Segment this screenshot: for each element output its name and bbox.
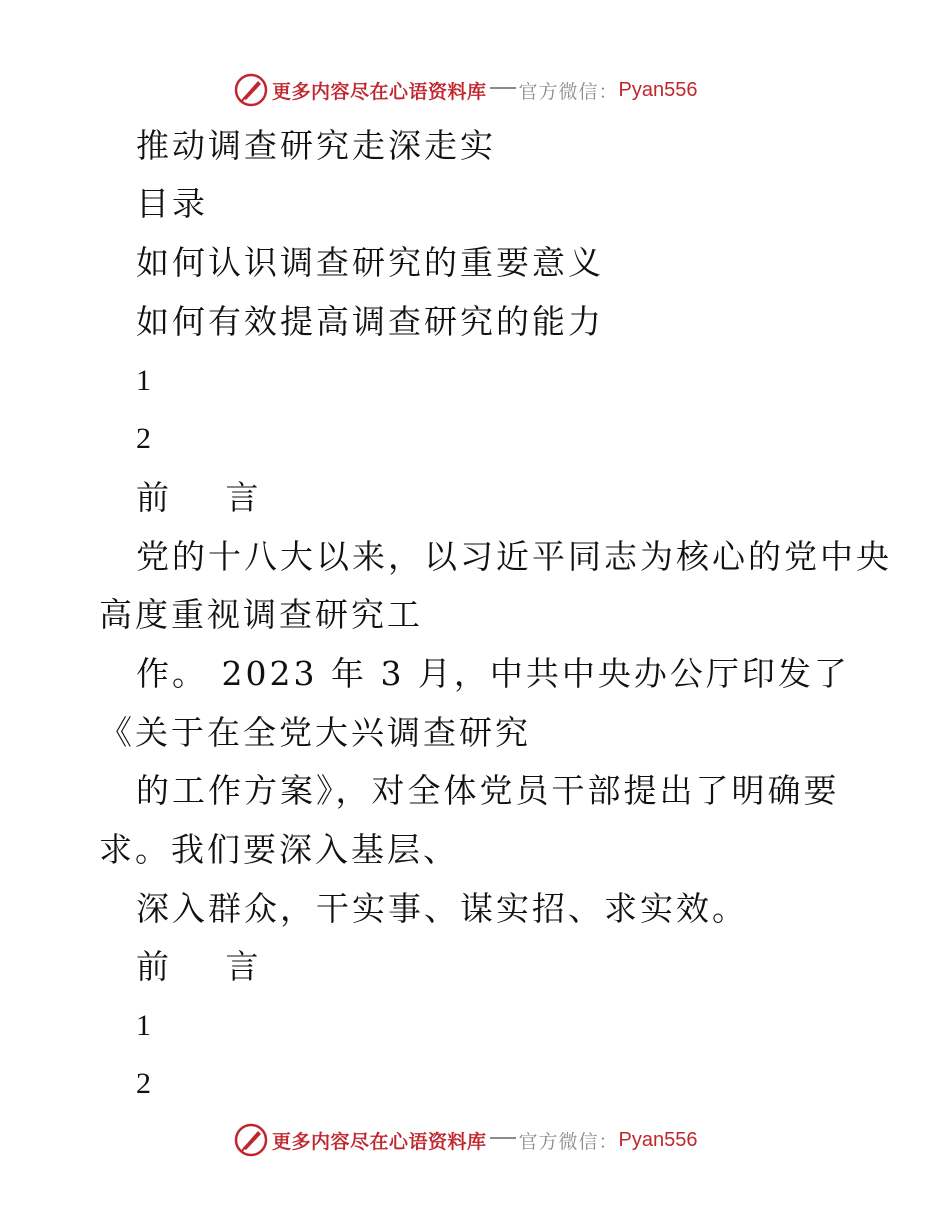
preface-heading-repeat: 前 言 [136,947,273,986]
quill-logo-icon [234,1123,268,1157]
body-line: 作。 2023 年 3 月，中共中央办公厅印发了 [136,654,850,693]
body-line: 的工作方案》，对全体党员干部提出了明确要 [136,771,840,810]
body-line: 深入群众，干实事、谋实招、求实效。 [136,889,748,928]
brand-site-text: 更多内容尽在心语资料库 [272,80,487,103]
body-line: 党的十八大以来，以习近平同志为核心的党中央 [136,537,892,576]
preface-heading: 前 言 [136,478,273,517]
brand-wechat-id: Pyan556 [618,1128,698,1151]
brand-divider [490,87,516,89]
toc-item: 如何认识调查研究的重要意义 [136,243,604,282]
brand-site-text: 更多内容尽在心语资料库 [272,1130,487,1153]
toc-label: 目录 [136,184,208,223]
brand-wechat-label: 官方微信： [518,1130,619,1153]
end-number: 1 [136,1009,151,1042]
quill-logo-icon [234,73,268,107]
brand-wechat-id: Pyan556 [618,78,698,101]
footer-brand [234,1122,698,1158]
header-brand [234,72,698,108]
brand-wechat-label: 官方微信： [518,80,619,103]
brand-divider [490,1137,516,1139]
toc-item: 如何有效提高调查研究的能力 [136,302,604,341]
toc-number: 1 [136,364,151,397]
document-title: 推动调查研究走深走实 [136,126,496,165]
end-number: 2 [136,1067,151,1100]
toc-number: 2 [136,422,151,455]
body-line: 高度重视调查研究工 [99,595,423,634]
body-line: 求。我们要深入基层、 [99,830,459,869]
body-line: 《关于在全党大兴调查研究 [99,713,531,752]
